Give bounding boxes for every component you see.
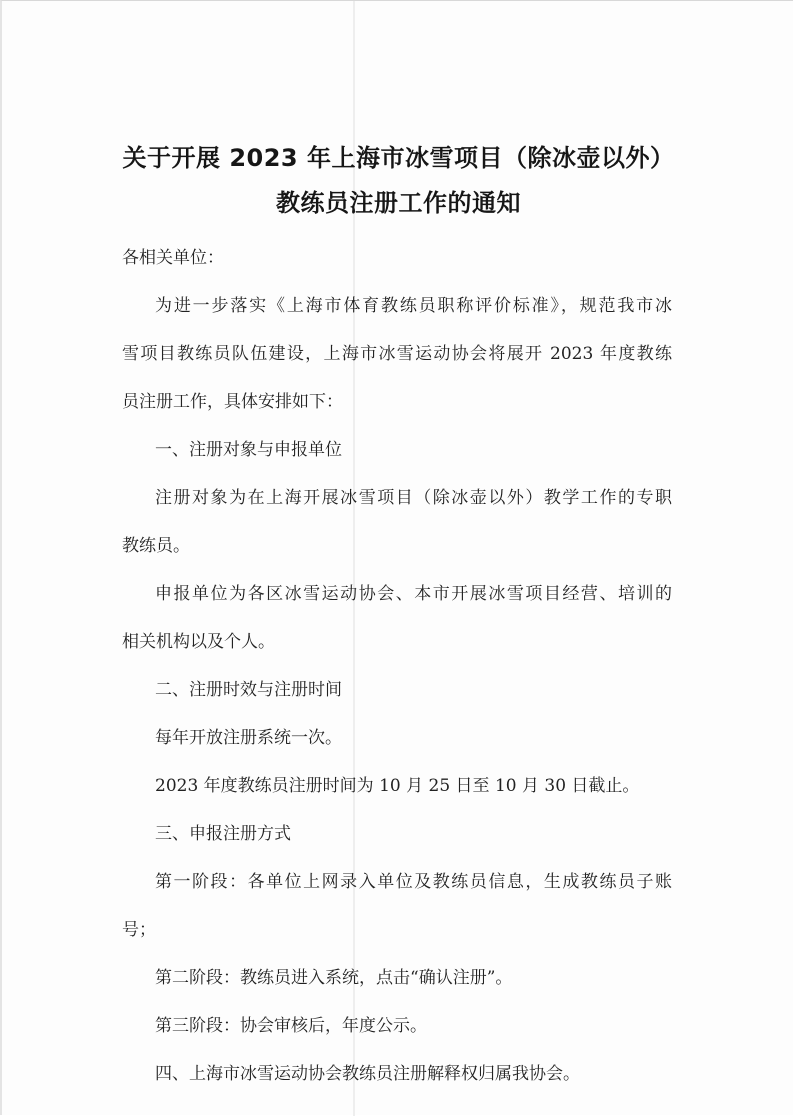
section-1-heading: 一、注册对象与申报单位 bbox=[155, 440, 342, 460]
section-3-stage-2: 第二阶段：教练员进入系统，点击“确认注册”。 bbox=[155, 968, 513, 988]
section-4-heading: 四、上海市冰雪运动协会教练员注册解释权归属我协会。 bbox=[155, 1064, 580, 1084]
section-3-stage-1-line-1: 第一阶段：各单位上网录入单位及教练员信息，生成教练员子账 bbox=[155, 872, 672, 892]
section-3-stage-3: 第三阶段：协会审核后，年度公示。 bbox=[155, 1016, 427, 1036]
document-title-line-1: 关于开展 2023 年上海市冰雪项目（除冰壶以外） bbox=[122, 144, 675, 172]
section-1-para-2-line-2: 相关机构以及个人。 bbox=[122, 632, 275, 652]
section-3-heading: 三、申报注册方式 bbox=[155, 824, 291, 844]
section-3-stage-1-line-2: 号； bbox=[122, 920, 156, 940]
salutation: 各相关单位： bbox=[122, 248, 224, 268]
intro-paragraph-line-3: 员注册工作，具体安排如下： bbox=[122, 392, 343, 412]
intro-paragraph-line-2: 雪项目教练员队伍建设，上海市冰雪运动协会将展开 2023 年度教练 bbox=[122, 344, 672, 364]
section-1-para-1-line-2: 教练员。 bbox=[122, 536, 190, 556]
section-1-para-1-line-1: 注册对象为在上海开展冰雪项目（除冰壶以外）教学工作的专职 bbox=[155, 488, 672, 508]
section-2-para-1: 每年开放注册系统一次。 bbox=[155, 728, 342, 748]
document-title-line-2: 教练员注册工作的通知 bbox=[276, 189, 521, 217]
section-2-heading: 二、注册时效与注册时间 bbox=[155, 680, 342, 700]
section-2-para-2: 2023 年度教练员注册时间为 10 月 25 日至 10 月 30 日截止。 bbox=[155, 776, 640, 796]
intro-paragraph-line-1: 为进一步落实《上海市体育教练员职称评价标准》，规范我市冰 bbox=[155, 296, 672, 316]
section-1-para-2-line-1: 申报单位为各区冰雪运动协会、本市开展冰雪项目经营、培训的 bbox=[155, 584, 672, 604]
